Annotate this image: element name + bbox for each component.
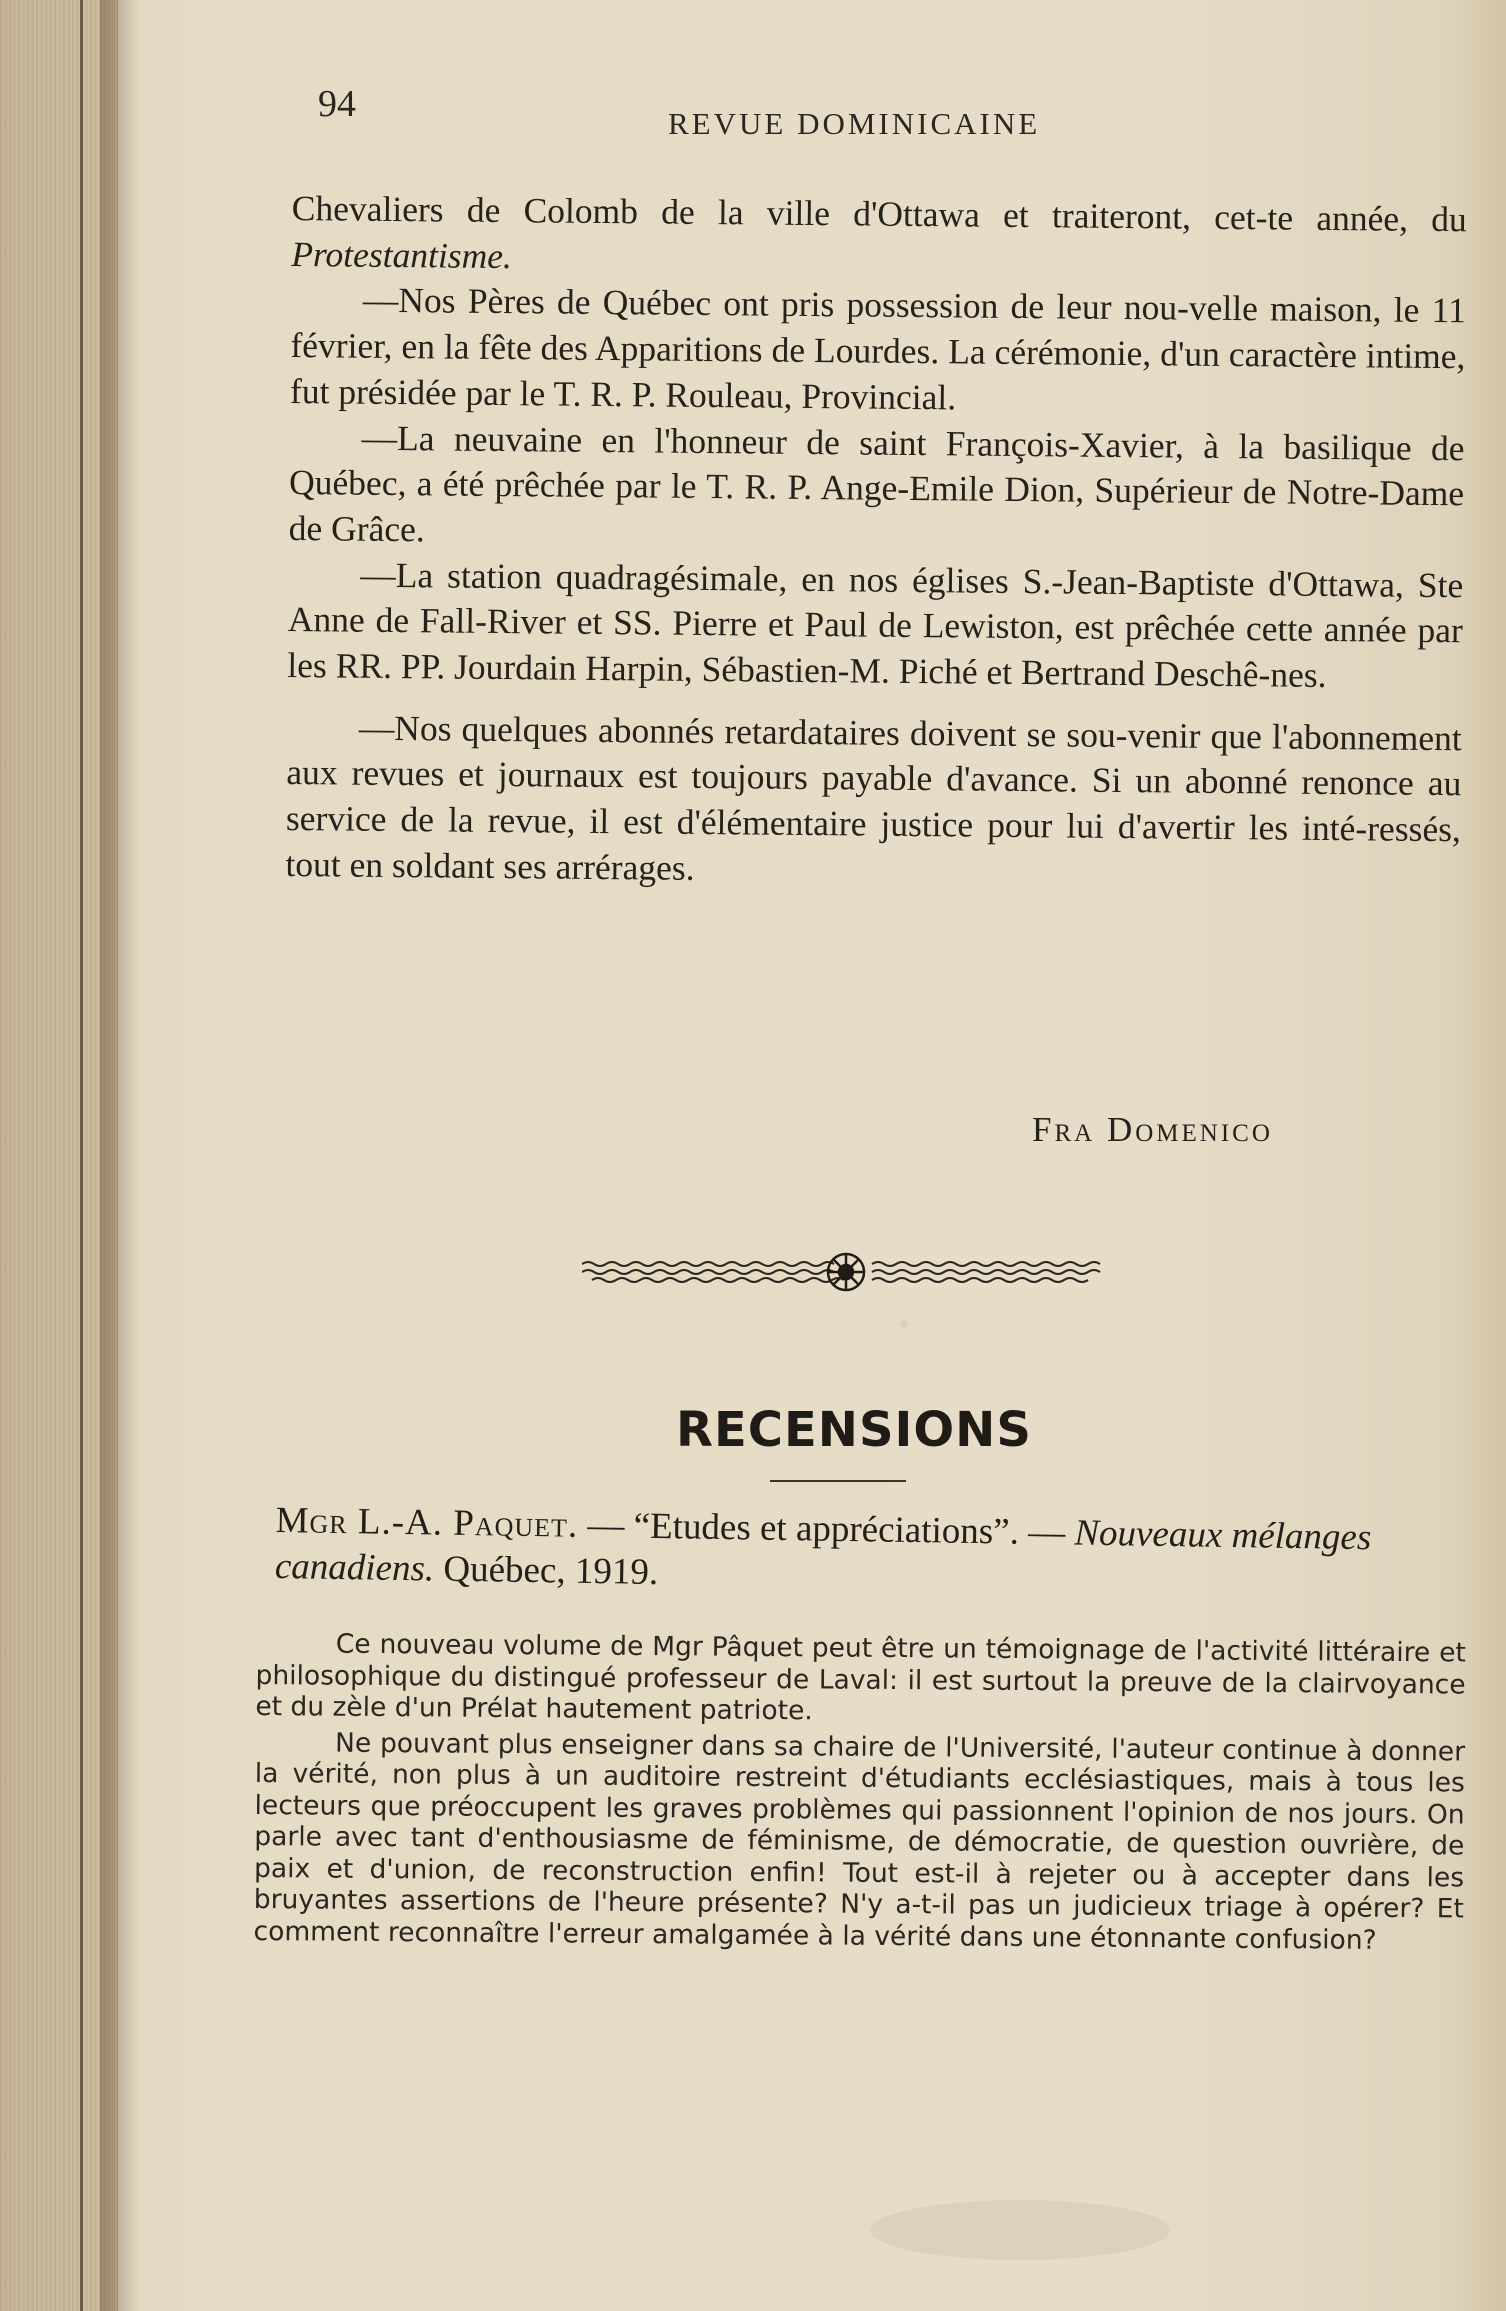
page-stain <box>870 2200 1170 2260</box>
review-publication: Québec, 1919. <box>433 1548 659 1594</box>
review-citation <box>275 1498 1466 1609</box>
page-number: 94 <box>318 83 356 125</box>
review-book-subtitle: Nouveaux mélanges canadiens. <box>274 1512 1372 1590</box>
review-dash: — <box>577 1504 635 1547</box>
print-speck <box>900 1320 908 1328</box>
chronicle-paragraph: —La station quadragésimale, en nos églises S.-Jean-Baptiste d'Ottawa, Ste Anne de Fall-River et SS. Pierre et Paul de Lewiston, est prêchée cette année par les RR. PP. Jourdain Harpin, Sébastien-M. Piché et Bertrand Deschê-nes. <box>287 554 1464 695</box>
chronicle-paragraph: —La neuvaine en l'honneur de saint François-Xavier, à la basilique de Québec, a été prêchée par le T. R. P. Ange-Emile Dion, Supérieur de Notre-Dame de Grâce. <box>288 417 1465 550</box>
section-rule <box>770 1480 906 1482</box>
review-paragraph: Ce nouveau volume de Mgr Pâquet peut être un témoignage de l'activité littéraire et philosophique du distingué professeur de Laval: il est surtout la preuve de la clairvoyance et du zèle d'un Prélat hautement patriote. <box>255 1628 1466 1727</box>
chronicle-column <box>285 186 1467 899</box>
running-head: REVUE DOMINICAINE <box>668 106 1041 141</box>
chronicle-p1-text: Chevaliers de Colomb de la ville d'Ottawa et traiteront, cet-te année, du <box>291 187 1467 240</box>
chronicle-paragraph: —Nos quelques abonnés retardataires doivent se sou-venir que l'abonnement aux revues et journaux est toujours payable d'avance. Si un abonné renonce au service de la revue, il est d'élémentaire justice pour lui d'avertir les inté-ressés, tout en soldant ses arrérages. <box>285 707 1462 888</box>
section-title: RECENSIONS <box>676 1402 1032 1458</box>
review-paragraph: Ne pouvant plus enseigner dans sa chaire de l'Université, l'auteur continue à donner la vérité, non plus à un auditoire restreint d'étudiants ecclésiastiques, mais à tous les lecteurs que préoccupent les graves problèmes qui passionnent l'opinion de nos jours. On parle avec tant d'enthousiasme de féminisme, de démocratie, de question ouvrière, de paix et d'union, de reconstruction enfin! Tout est-il à rejeter ou à accepter dans les bruyantes assertions de l'heure présente? N'y a-t-il pas un judicieux triage à opérer? Et comment reconnaître l'erreur amalgamée à la vérité dans une étonnante confusion? <box>253 1727 1466 1956</box>
spine-edge <box>80 0 83 2311</box>
chronicle-paragraph: —Nos Pères de Québec ont pris possession de leur nou-velle maison, le 11 février, en la fête des Apparitions de Lourdes. La cérémonie, d'un caractère intime, fut présidée par le T. R. P. Rouleau, Provincial. <box>289 280 1467 418</box>
ornament-divider-icon <box>582 1250 1110 1294</box>
chronicle-p1-italic: Protestantisme. <box>291 233 513 276</box>
review-body <box>253 1628 1465 1956</box>
review-book-title: “Etudes et appréciations”. — <box>633 1505 1075 1554</box>
chronicle-paragraph <box>291 186 1467 289</box>
review-author: Mgr L.-A. Paquet. <box>275 1499 579 1546</box>
author-signature: Fra Domenico <box>1032 1110 1273 1149</box>
gutter-shadow <box>100 0 140 2311</box>
